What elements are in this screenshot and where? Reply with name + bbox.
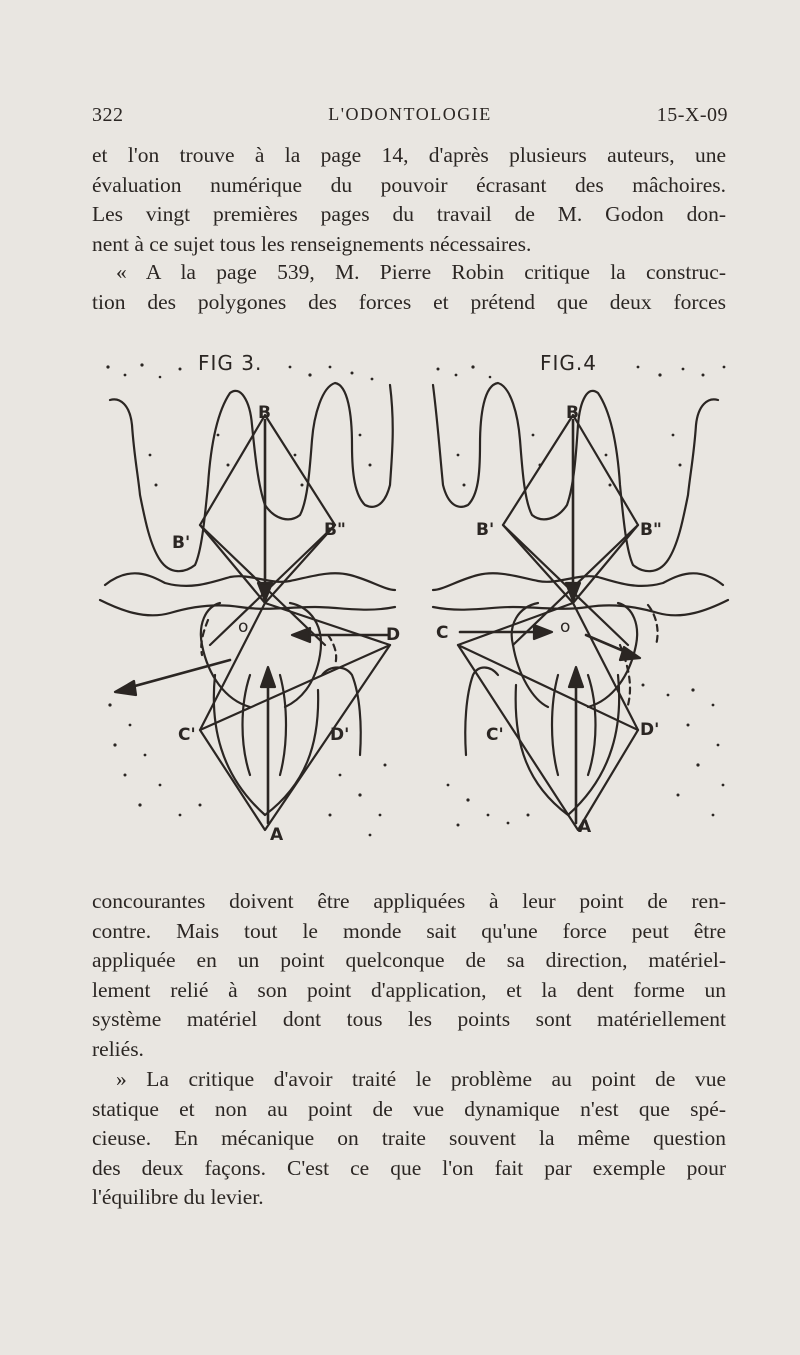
point-B2-label: B" (640, 520, 662, 540)
text-line: » La critique d'avoir traité le problème au point de vue (116, 1067, 726, 1091)
pulp-outline (201, 620, 336, 665)
point-A-label: A (578, 817, 592, 837)
force-arrow-D1-head (620, 647, 640, 660)
point-C-label: C (436, 623, 449, 643)
point-D-label: D (386, 625, 401, 645)
paragraph-3 (92, 887, 726, 1064)
issue-date: 15-X-09 (656, 104, 728, 126)
root-canal (243, 675, 287, 775)
text-line: l'équilibre du levier. (92, 1185, 264, 1209)
point-O-label: o (560, 617, 571, 637)
figure-4 (428, 345, 738, 855)
text-line: cieuse. En mécanique on traite souvent la même question (92, 1126, 726, 1150)
text-line: concourantes doivent être appliquées à leur point de ren- (92, 889, 726, 913)
point-C1-label: C' (486, 725, 504, 745)
force-arrow-C-head (115, 681, 136, 695)
point-B-label: B (566, 403, 579, 423)
point-D1-label: D' (640, 720, 660, 740)
paragraph-4 (92, 1065, 726, 1213)
text-line: nent à ce sujet tous les renseignements nécessaires. (92, 231, 532, 256)
construction-quad-upper (503, 415, 638, 603)
running-header (92, 104, 728, 130)
text-line: tion des polygones des forces et prétend que deux forces (92, 289, 726, 314)
text-line: statique et non au point de vue dynamique n'est que spé- (92, 1096, 726, 1121)
point-D1-label: D' (330, 725, 350, 745)
paragraph-2 (92, 258, 726, 317)
figure-3 (90, 345, 400, 855)
force-arrow-A-head (569, 667, 583, 687)
text-line: Les vingt premières pages du travail de M. Godon don- (92, 202, 726, 226)
figures-block (80, 345, 740, 855)
figure-4-drawing (428, 345, 738, 855)
point-B1-label: B' (476, 520, 495, 540)
point-O-label: o (238, 617, 249, 637)
page-number: 322 (92, 104, 124, 126)
text-line: évaluation numérique du pouvoir écrasant des mâchoires. (92, 172, 726, 197)
journal-title: L'ODONTOLOGIE (328, 104, 492, 124)
figure-3-label: FIG 3. (198, 351, 263, 375)
point-B1-label: B' (172, 533, 191, 553)
paragraph-1 (92, 141, 726, 259)
text-line: reliés. (92, 1036, 144, 1061)
force-arrow-C-head (534, 625, 552, 639)
text-line: contre. Mais tout le monde sait qu'une force peut être (92, 918, 726, 943)
gum-line-lower (433, 600, 728, 615)
force-arrow-A-head (261, 667, 275, 687)
text-line: des deux façons. C'est ce que l'on fait par exemple pour (92, 1155, 726, 1180)
figure-4-label: FIG.4 (540, 351, 597, 375)
text-line: et l'on trouve à la page 14, d'après plusieurs auteurs, une (92, 143, 726, 167)
root-canal (552, 675, 596, 775)
figure-3-drawing (90, 345, 400, 855)
point-A-label: A (270, 825, 284, 845)
point-C1-label: C' (178, 725, 196, 745)
gum-line-upper (105, 573, 395, 590)
upper-teeth-outline (110, 383, 393, 571)
point-B2-label: B" (324, 520, 346, 540)
text-line: « A la page 539, M. Pierre Robin critique la construc- (116, 260, 726, 284)
point-B-label: B (258, 403, 271, 423)
construction-lines (200, 525, 390, 730)
text-line: lement relié à son point d'application, et la dent forme un (92, 977, 726, 1002)
force-arrow-D-head (292, 628, 310, 642)
text-line: système matériel dont tous les points sont matériellement (92, 1007, 726, 1031)
text-line: appliquée en un point quelconque de sa direction, matériel- (92, 948, 726, 972)
